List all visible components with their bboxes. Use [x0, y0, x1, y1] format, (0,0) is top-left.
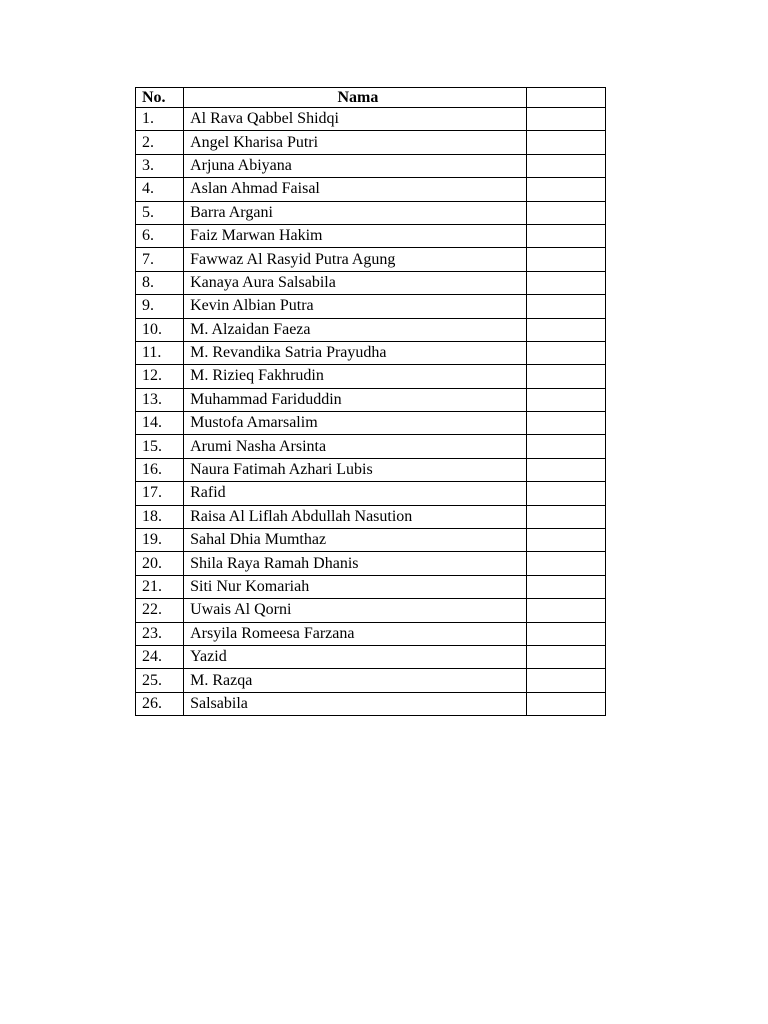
cell-empty[interactable]	[526, 412, 605, 435]
cell-empty[interactable]	[526, 388, 605, 411]
cell-empty[interactable]	[526, 645, 605, 668]
table-row	[136, 178, 606, 201]
table-row	[136, 131, 606, 154]
cell-nama: Kanaya Aura Salsabila	[184, 271, 527, 294]
cell-no: 17.	[136, 482, 184, 505]
cell-nama: Al Rava Qabbel Shidqi	[184, 108, 527, 131]
cell-nama: Angel Kharisa Putri	[184, 131, 527, 154]
cell-no: 10.	[136, 318, 184, 341]
cell-empty[interactable]	[526, 341, 605, 364]
table-row	[136, 108, 606, 131]
cell-nama: Fawwaz Al Rasyid Putra Agung	[184, 248, 527, 271]
cell-nama: Sahal Dhia Mumthaz	[184, 529, 527, 552]
table-row	[136, 622, 606, 645]
cell-nama: Naura Fatimah Azhari Lubis	[184, 458, 527, 481]
cell-empty[interactable]	[526, 599, 605, 622]
cell-nama: Kevin Albian Putra	[184, 295, 527, 318]
cell-no: 13.	[136, 388, 184, 411]
cell-empty[interactable]	[526, 622, 605, 645]
cell-no: 26.	[136, 692, 184, 715]
cell-no: 5.	[136, 201, 184, 224]
cell-empty[interactable]	[526, 154, 605, 177]
table-row	[136, 435, 606, 458]
table-row	[136, 224, 606, 247]
cell-nama: Raisa Al Liflah Abdullah Nasution	[184, 505, 527, 528]
table-row	[136, 669, 606, 692]
cell-empty[interactable]	[526, 669, 605, 692]
cell-nama: Shila Raya Ramah Dhanis	[184, 552, 527, 575]
table-row	[136, 295, 606, 318]
cell-empty[interactable]	[526, 575, 605, 598]
table-header-row	[136, 88, 606, 108]
cell-nama: Muhammad Fariduddin	[184, 388, 527, 411]
cell-no: 25.	[136, 669, 184, 692]
cell-empty[interactable]	[526, 529, 605, 552]
table-row	[136, 505, 606, 528]
cell-no: 6.	[136, 224, 184, 247]
cell-no: 14.	[136, 412, 184, 435]
header-no: No.	[136, 88, 184, 108]
cell-no: 24.	[136, 645, 184, 668]
table-row	[136, 248, 606, 271]
cell-no: 16.	[136, 458, 184, 481]
cell-no: 8.	[136, 271, 184, 294]
cell-nama: Aslan Ahmad Faisal	[184, 178, 527, 201]
cell-nama: M. Alzaidan Faeza	[184, 318, 527, 341]
cell-no: 21.	[136, 575, 184, 598]
cell-nama: Arsyila Romeesa Farzana	[184, 622, 527, 645]
cell-nama: Barra Argani	[184, 201, 527, 224]
cell-no: 19.	[136, 529, 184, 552]
cell-no: 9.	[136, 295, 184, 318]
cell-no: 12.	[136, 365, 184, 388]
cell-empty[interactable]	[526, 482, 605, 505]
table-row	[136, 552, 606, 575]
cell-nama: Salsabila	[184, 692, 527, 715]
cell-empty[interactable]	[526, 224, 605, 247]
cell-empty[interactable]	[526, 131, 605, 154]
cell-empty[interactable]	[526, 458, 605, 481]
cell-no: 1.	[136, 108, 184, 131]
table-row	[136, 341, 606, 364]
cell-no: 3.	[136, 154, 184, 177]
cell-nama: M. Revandika Satria Prayudha	[184, 341, 527, 364]
table-row	[136, 692, 606, 715]
cell-no: 15.	[136, 435, 184, 458]
cell-no: 22.	[136, 599, 184, 622]
table-row	[136, 529, 606, 552]
cell-no: 2.	[136, 131, 184, 154]
cell-nama: Rafid	[184, 482, 527, 505]
table-row	[136, 271, 606, 294]
cell-nama: Arjuna Abiyana	[184, 154, 527, 177]
cell-empty[interactable]	[526, 271, 605, 294]
cell-no: 18.	[136, 505, 184, 528]
cell-no: 23.	[136, 622, 184, 645]
cell-empty[interactable]	[526, 435, 605, 458]
cell-empty[interactable]	[526, 365, 605, 388]
table-row	[136, 412, 606, 435]
cell-no: 4.	[136, 178, 184, 201]
cell-empty[interactable]	[526, 108, 605, 131]
cell-empty[interactable]	[526, 552, 605, 575]
cell-empty[interactable]	[526, 318, 605, 341]
header-empty	[526, 88, 605, 108]
table-row	[136, 458, 606, 481]
table-row	[136, 201, 606, 224]
cell-empty[interactable]	[526, 178, 605, 201]
cell-empty[interactable]	[526, 201, 605, 224]
cell-nama: Yazid	[184, 645, 527, 668]
cell-no: 7.	[136, 248, 184, 271]
cell-nama: Uwais Al Qorni	[184, 599, 527, 622]
cell-nama: Arumi Nasha Arsinta	[184, 435, 527, 458]
cell-nama: M. Rizieq Fakhrudin	[184, 365, 527, 388]
cell-no: 20.	[136, 552, 184, 575]
cell-nama: Siti Nur Komariah	[184, 575, 527, 598]
table-row	[136, 645, 606, 668]
table-body	[136, 108, 606, 716]
cell-empty[interactable]	[526, 505, 605, 528]
table-row	[136, 388, 606, 411]
cell-no: 11.	[136, 341, 184, 364]
cell-empty[interactable]	[526, 692, 605, 715]
table-row	[136, 482, 606, 505]
cell-nama: M. Razqa	[184, 669, 527, 692]
table-row	[136, 318, 606, 341]
cell-empty[interactable]	[526, 248, 605, 271]
header-nama: Nama	[184, 88, 527, 108]
student-roster-table	[135, 87, 606, 716]
table-row	[136, 575, 606, 598]
cell-empty[interactable]	[526, 295, 605, 318]
table-row	[136, 365, 606, 388]
table-row	[136, 154, 606, 177]
cell-nama: Faiz Marwan Hakim	[184, 224, 527, 247]
cell-nama: Mustofa Amarsalim	[184, 412, 527, 435]
table-row	[136, 599, 606, 622]
